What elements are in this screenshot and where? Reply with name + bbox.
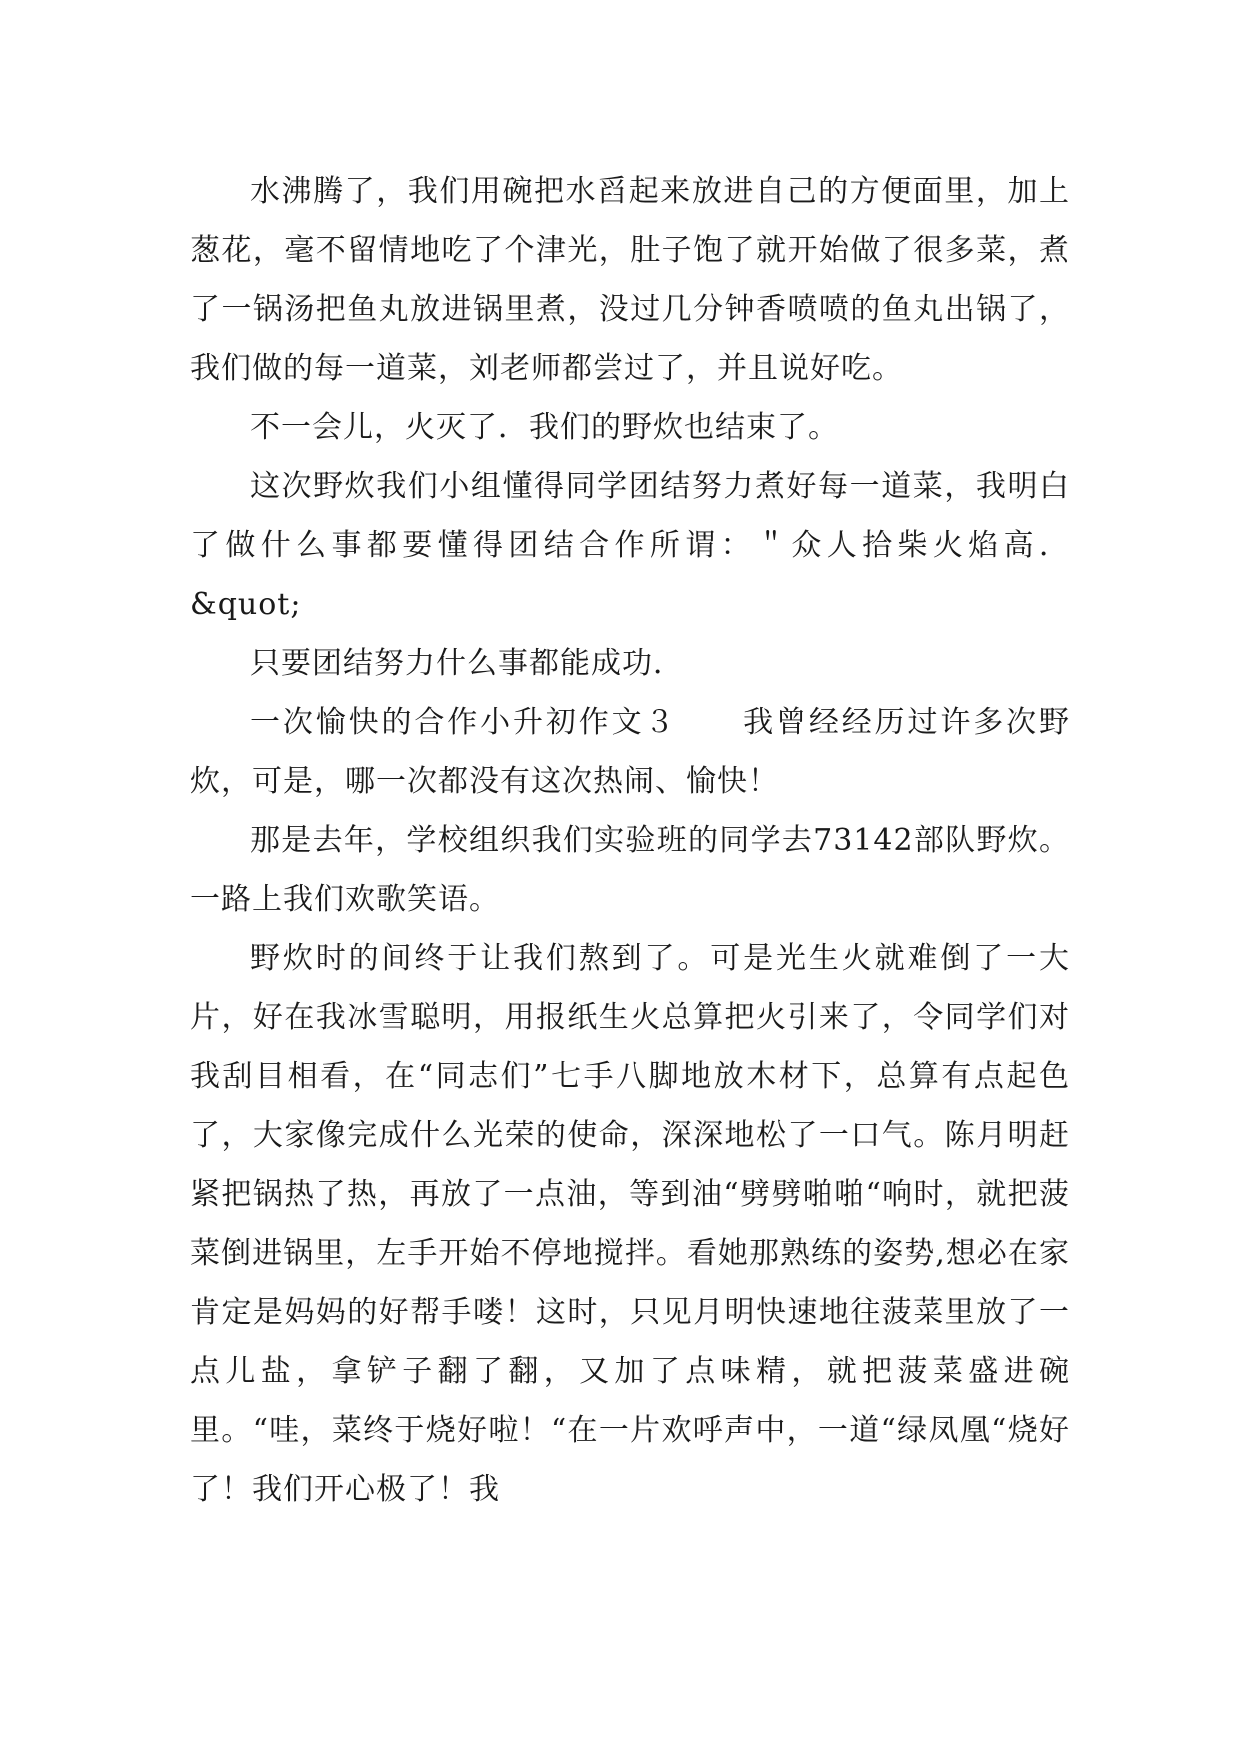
paragraph-3: 这次野炊我们小组懂得同学团结努力煮好每一道菜，我明白了做什么事都要懂得团结合作所谓：＂众人拾柴火焰高．&quot; <box>190 469 1070 622</box>
document-body <box>190 162 1070 1519</box>
paragraph-5: 一次愉快的合作小升初作文３ 我曾经经历过许多次野炊，可是，哪一次都没有这次热闹、愉快！ <box>190 705 1070 799</box>
paragraph-1: 水沸腾了，我们用碗把水舀起来放进自己的方便面里，加上葱花，毫不留情地吃了个津光，肚子饱了就开始做了很多菜，煮了一锅汤把鱼丸放进锅里煮，没过几分钟香喷喷的鱼丸出锅了，我们做的每一道菜，刘老师都尝过了，并且说好吃。 <box>190 174 1070 386</box>
paragraph-4: 只要团结努力什么事都能成功． <box>250 646 684 681</box>
paragraph-2: 不一会儿，火灭了．我们的野炊也结束了。 <box>250 410 839 445</box>
paragraph-6: 那是去年，学校组织我们实验班的同学去73142部队野炊。一路上我们欢歌笑语。 <box>190 823 1070 917</box>
paragraph-7: 野炊时的间终于让我们熬到了。可是光生火就难倒了一大片，好在我冰雪聪明，用报纸生火总算把火引来了，令同学们对我刮目相看，在“同志们”七手八脚地放木材下，总算有点起色了，大家像完成什么光荣的使命，深深地松了一口气。陈月明赶紧把锅热了热，再放了一点油，等到油“劈劈啪啪“响时，就把菠菜倒进锅里，左手开始不停地搅拌。看她那熟练的姿势,想必在家肯定是妈妈的好帮手喽！这时，只见月明快速地往菠菜里放了一点儿盐，拿铲子翻了翻，又加了点味精，就把菠菜盛进碗里。“哇，菜终于烧好啦！“在一片欢呼声中，一道“绿凤凰“烧好了！我们开心极了！我 <box>190 941 1070 1507</box>
